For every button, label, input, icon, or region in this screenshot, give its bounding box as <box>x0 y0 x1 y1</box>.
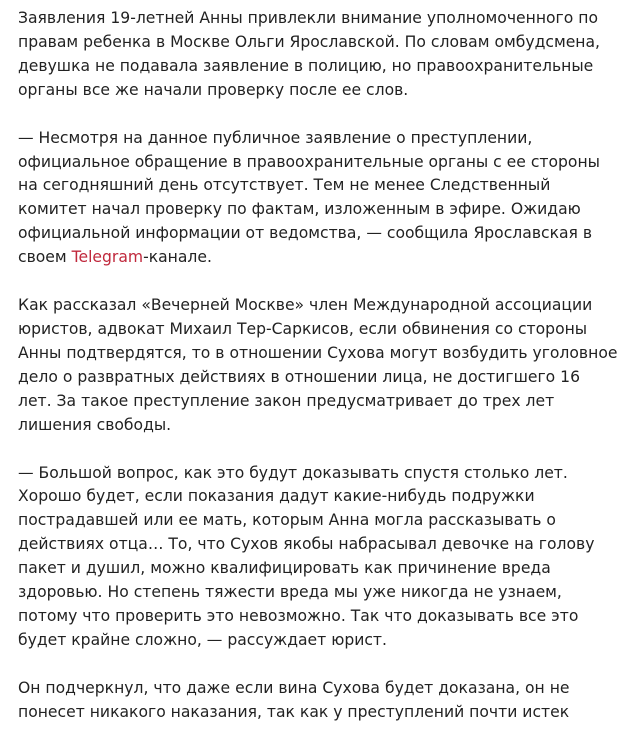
telegram-link[interactable]: Telegram <box>71 248 144 267</box>
paragraph-2-text-before: — Несмотря на данное публичное заявление о преступлении, официальное обращение в правоохранительные органы с ее стороны на сегодняшний день отсутствует. Тем не менее Следственный комитет начал проверку по фактам, изложенным в эфире. Ожидаю официальной информации от ведомства, — сообщила Ярославская в своем <box>18 128 600 267</box>
paragraph-3: Как рассказал «Вечерней Москве» член Международной ассоциации юристов, адвокат Михаил Тер-Саркисов, если обвинения со стороны Анны подтвердятся, то в отношении Сухова могут возбудить уголовное дело о развратных действиях в отношении лица, не достигшего 16 лет. За такое преступление закон предусматривает до трех лет лишения свободы. <box>18 296 618 434</box>
paragraph-2 <box>18 127 618 270</box>
article-body <box>18 7 618 725</box>
paragraph-4: — Большой вопрос, как это будут доказывать спустя столько лет. Хорошо будет, если показания дадут какие-нибудь подружки пострадавшей или ее мать, которым Анна могла рассказывать о действиях отца… То, что Сухов якобы набрасывал девочке на голову пакет и душил, можно квалифицировать как причинение вреда здоровью. Но степень тяжести вреда мы уже никогда не узнаем, потому что проверить это невозможно. Так что доказывать все это будет крайне сложно, — рассуждает юрист. <box>18 463 595 649</box>
paragraph-5: Он подчеркнул, что даже если вина Сухова будет доказана, он не понесет никакого наказания, так как у преступлений почти истек <box>18 678 570 721</box>
paragraph-2-text-after: -канале. <box>143 248 212 267</box>
paragraph-1: Заявления 19-летней Анны привлекли внимание уполномоченного по правам ребенка в Москве Ольги Ярославской. По словам омбудсмена, девушка не подавала заявление в полицию, но правоохранительные органы все же начали проверку после ее слов. <box>18 9 601 99</box>
